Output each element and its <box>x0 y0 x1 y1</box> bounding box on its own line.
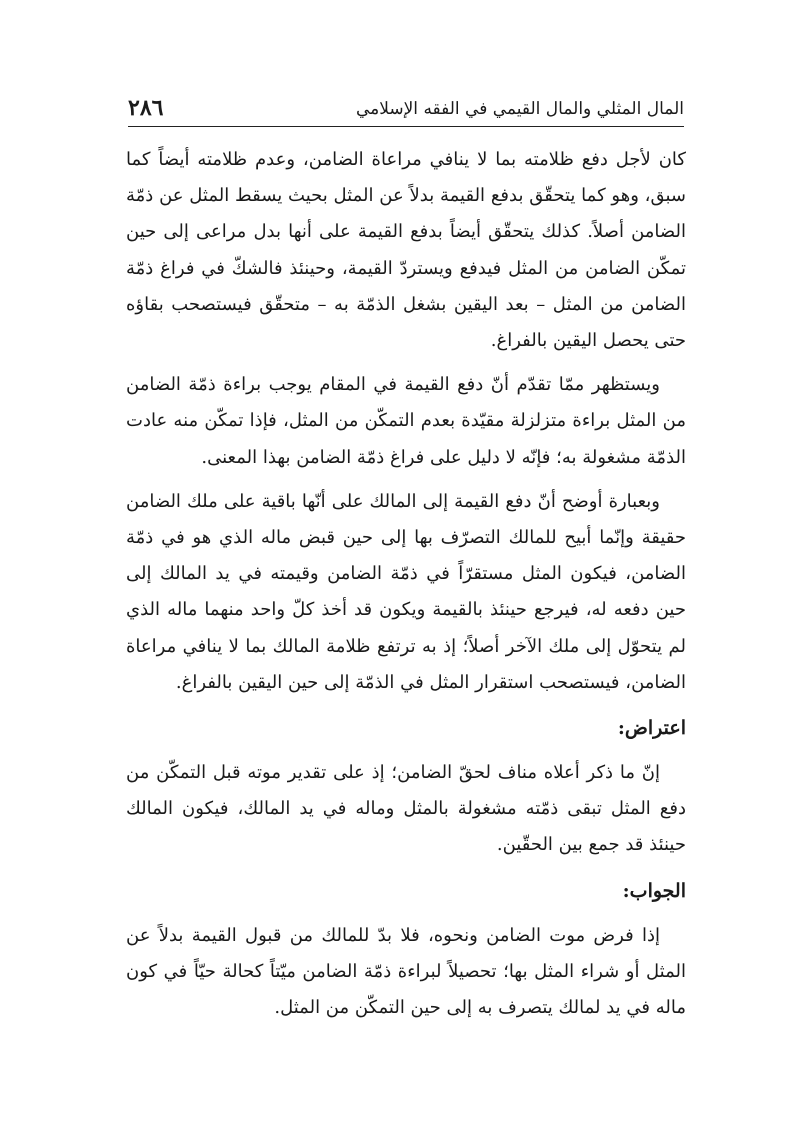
running-header <box>128 92 684 127</box>
page-number: ٢٨٦ <box>128 95 164 121</box>
paragraph-answer: إذا فرض موت الضامن ونحوه، فلا بدّ للمالك من قبول القيمة بدلاً عن المثل أو شراء المثل بها؛ تحصيلاً لبراءة ذمّة الضامن ميّتاً كحالة حيّاً في كون ماله في يد لمالك يتصرف به إلى حين التمكّن من المثل. <box>126 924 686 1019</box>
paragraph-clarification: وبعبارة أوضح أنّ دفع القيمة إلى المالك على أنّها باقية على ملك الضامن حقيقة وإنّما أبيح للمالك التصرّف بها إلى حين قبض ماله الذي هو في ذمّة الضامن، فيكون المثل مستقرّاً في ذمّة الضامن وقيمته في يد المالك إلى حين دفعه له، فيرجع حينئذ بالقيمة ويكون قد أخذ كلّ واحد منهما ماله الذي لم يتحوّل إلى ملك الآخر أصلاً؛ إذ به ترتفع ظلامة المالك بما لا ينافي مراعاة الضامن، فيستصحب استقرار المثل في الذمّة إلى حين اليقين بالفراغ. <box>126 490 686 693</box>
paragraph-continuation: كان لأجل دفع ظلامته بما لا ينافي مراعاة الضامن، وعدم ظلامته أيضاً كما سبق، وهو كما يتحقّق بدفع القيمة بدلاً عن المثل بحيث يسقط المثل عن ذمّة الضامن أصلاً. كذلك يتحقّق أيضاً بدفع القيمة على أنها بدل مراعى إلى حين تمكّن الضامن من المثل فيدفع ويستردّ القيمة، وحينئذ فالشكّ في فراغ ذمّة الضامن من المثل – بعد اليقين بشغل الذمّة به – متحقّق فيستصحب بقاؤه حتى يحصل اليقين بالفراغ. <box>126 149 686 352</box>
body-text <box>126 142 686 1034</box>
paragraph-objection: إنّ ما ذكر أعلاه مناف لحقّ الضامن؛ إذ على تقدير موته قبل التمكّن من دفع المثل تبقى ذمّته مشغولة بالمثل وماله في يد المالك، فيكون المالك حينئذ قد جمع بين الحقّين. <box>126 762 686 856</box>
paragraph-inference: ويستظهر ممّا تقدّم أنّ دفع القيمة في المقام يوجب براءة ذمّة الضامن من المثل براءة متزلزلة مقيّدة بعدم التمكّن من المثل، فإذا تمكّن منه عادت الذمّة مشغولة به؛ فإنّه لا دليل على فراغ ذمّة الضامن بهذا المعنى. <box>126 374 686 468</box>
heading-answer: الجواب: <box>622 879 686 902</box>
heading-objection: اعتراض: <box>617 717 686 740</box>
running-title: المال المثلي والمال القيمي في الفقه الإسلامي <box>355 99 684 119</box>
